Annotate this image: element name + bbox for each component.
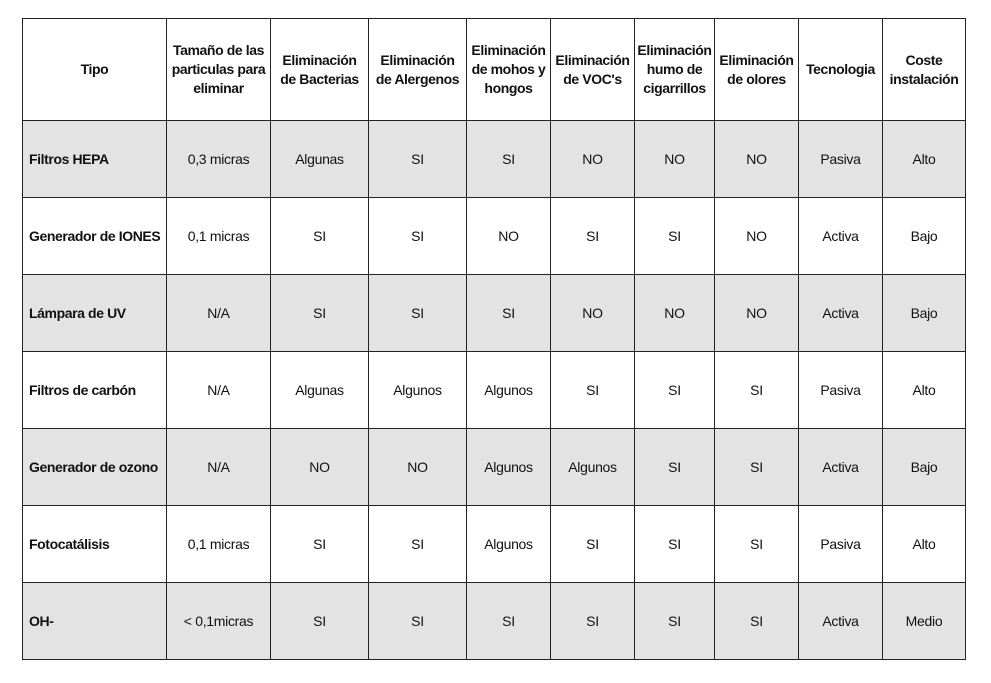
table-cell: SI <box>551 506 635 583</box>
table-cell: Algunos <box>551 429 635 506</box>
table-cell: SI <box>635 352 715 429</box>
column-header: Eliminación de VOC's <box>551 19 635 121</box>
table-cell: NO <box>715 198 799 275</box>
table-cell: SI <box>369 506 467 583</box>
column-header: Eliminación de Bacterias <box>271 19 369 121</box>
table-cell: Activa <box>799 275 883 352</box>
table-cell: NO <box>551 275 635 352</box>
table-cell: SI <box>369 121 467 198</box>
table-cell: Pasiva <box>799 506 883 583</box>
table-cell: Activa <box>799 583 883 660</box>
table-cell: Bajo <box>883 429 966 506</box>
table-cell: SI <box>369 275 467 352</box>
table-cell: SI <box>271 506 369 583</box>
table-cell: < 0,1micras <box>167 583 271 660</box>
header-row <box>23 19 966 121</box>
table-cell: Activa <box>799 198 883 275</box>
row-label: Generador de IONES <box>23 198 167 275</box>
table-cell: Algunos <box>369 352 467 429</box>
table-cell: N/A <box>167 429 271 506</box>
table-cell: 0,3 micras <box>167 121 271 198</box>
table-cell: 0,1 micras <box>167 506 271 583</box>
column-header: Tipo <box>23 19 167 121</box>
table-cell: SI <box>635 583 715 660</box>
table-cell: Algunas <box>271 352 369 429</box>
table-cell: Alto <box>883 121 966 198</box>
table-row <box>23 429 966 506</box>
table-cell: Bajo <box>883 275 966 352</box>
column-header: Tamaño de las particulas para eliminar <box>167 19 271 121</box>
table-cell: Medio <box>883 583 966 660</box>
column-header: Coste instalación <box>883 19 966 121</box>
table-cell: NO <box>467 198 551 275</box>
table-cell: SI <box>551 352 635 429</box>
table-cell: SI <box>551 198 635 275</box>
table-cell: SI <box>715 583 799 660</box>
column-header: Tecnologia <box>799 19 883 121</box>
air-purification-comparison-table <box>22 18 966 660</box>
table-cell: Algunos <box>467 506 551 583</box>
column-header: Eliminación humo de cigarrillos <box>635 19 715 121</box>
table-cell: 0,1 micras <box>167 198 271 275</box>
table-cell: SI <box>467 275 551 352</box>
table-cell: NO <box>635 275 715 352</box>
table-cell: SI <box>369 198 467 275</box>
row-label: Lámpara de UV <box>23 275 167 352</box>
table-cell: SI <box>715 429 799 506</box>
row-label: Filtros HEPA <box>23 121 167 198</box>
table-cell: Pasiva <box>799 121 883 198</box>
table-cell: Alto <box>883 352 966 429</box>
table-cell: SI <box>467 583 551 660</box>
row-label: Filtros de carbón <box>23 352 167 429</box>
table-row <box>23 275 966 352</box>
table-cell: SI <box>271 198 369 275</box>
table-cell: NO <box>715 275 799 352</box>
table-cell: SI <box>551 583 635 660</box>
table-cell: Algunos <box>467 429 551 506</box>
table-cell: Bajo <box>883 198 966 275</box>
table-cell: SI <box>271 583 369 660</box>
table-cell: SI <box>369 583 467 660</box>
row-label: Generador de ozono <box>23 429 167 506</box>
table-cell: NO <box>271 429 369 506</box>
table-row <box>23 198 966 275</box>
table-cell: SI <box>635 198 715 275</box>
row-label: Fotocatálisis <box>23 506 167 583</box>
table-cell: SI <box>635 506 715 583</box>
table-cell: SI <box>715 506 799 583</box>
table-cell: NO <box>551 121 635 198</box>
table-row <box>23 352 966 429</box>
table-cell: N/A <box>167 352 271 429</box>
column-header: Eliminación de mohos y hongos <box>467 19 551 121</box>
table-cell: SI <box>467 121 551 198</box>
column-header: Eliminación de Alergenos <box>369 19 467 121</box>
table-cell: SI <box>635 429 715 506</box>
table-cell: Algunas <box>271 121 369 198</box>
table-cell: NO <box>369 429 467 506</box>
table-row <box>23 583 966 660</box>
column-header: Eliminación de olores <box>715 19 799 121</box>
table-cell: NO <box>635 121 715 198</box>
row-label: OH- <box>23 583 167 660</box>
table-cell: Alto <box>883 506 966 583</box>
table-cell: N/A <box>167 275 271 352</box>
table-row <box>23 506 966 583</box>
table-cell: SI <box>271 275 369 352</box>
table-cell: Activa <box>799 429 883 506</box>
table-row <box>23 121 966 198</box>
table-cell: NO <box>715 121 799 198</box>
table-cell: SI <box>715 352 799 429</box>
table-cell: Algunos <box>467 352 551 429</box>
table-cell: Pasiva <box>799 352 883 429</box>
